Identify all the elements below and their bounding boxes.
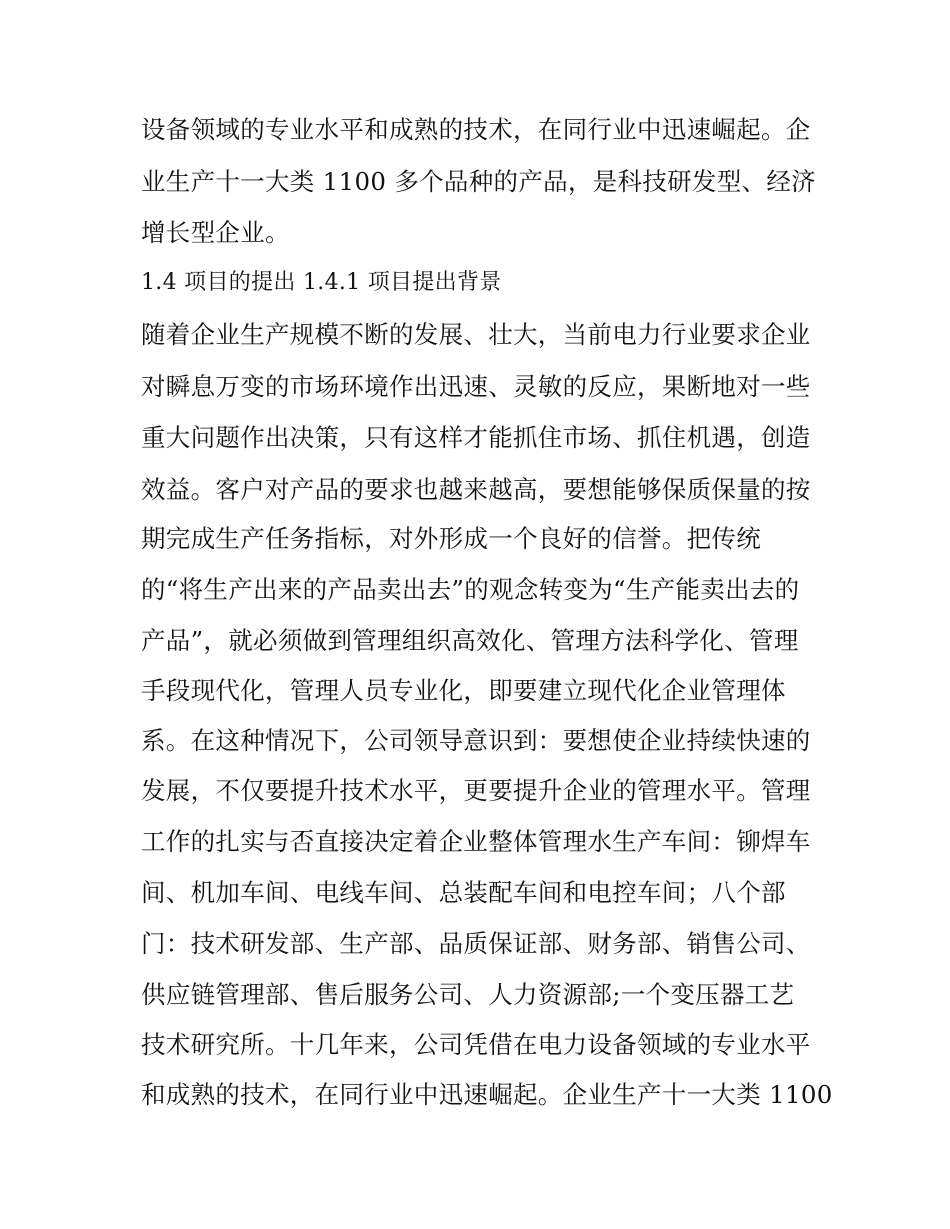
text-line: 效益。客户对产品的要求也越来越高，要想能够保质保量的按 [141,475,811,504]
text-line: 发展，不仅要提升技术水平，更要提升企业的管理水平。管理 [141,776,811,805]
text-line: 随着企业生产规模不断的发展、壮大，当前电力行业要求企业 [141,320,811,349]
text-line: 手段现代化，管理人员专业化，即要建立现代化企业管理体 [141,676,786,705]
section-heading: 1.4 项目的提出 1.4.1 项目提出背景 [141,270,502,295]
text-line: 和成熟的技术，在同行业中迅速崛起。企业生产十一大类 1100 [141,1080,833,1109]
text-line: 的“将生产出来的产品卖出去”的观念转变为“生产能卖出去的 [141,575,800,604]
text-line: 设备领域的专业水平和成熟的技术，在同行业中迅速崛起。企 [141,115,811,144]
text-line: 对瞬息万变的市场环境作出迅速、灵敏的反应，果断地对一些 [141,372,811,401]
text-line: 工作的扎实与否直接决定着企业整体管理水生产车间：铆焊车 [141,827,811,856]
text-line: 门：技术研发部、生产部、品质保证部、财务部、销售公司、 [141,929,811,958]
text-line: 产品”，就必须做到管理组织高效化、管理方法科学化、管理 [141,626,799,655]
text-line: 业生产十一大类 1100 多个品种的产品，是科技研发型、经济 [141,167,816,196]
text-line: 供应链管理部、售后服务公司、人力资源部;一个变压器工艺 [141,980,795,1009]
text-line: 重大问题作出决策，只有这样才能抓住市场、抓住机遇，创造 [141,423,811,452]
text-line: 系。在这种情况下，公司领导意识到：要想使企业持续快速的 [141,726,811,755]
text-line: 间、机加车间、电线车间、总装配车间和电控车间；八个部 [141,878,786,907]
text-line: 期完成生产任务指标，对外形成一个良好的信誉。把传统 [141,524,761,553]
text-line: 技术研究所。十几年来，公司凭借在电力设备领域的专业水平 [141,1030,811,1059]
text-line: 增长型企业。 [141,218,290,247]
